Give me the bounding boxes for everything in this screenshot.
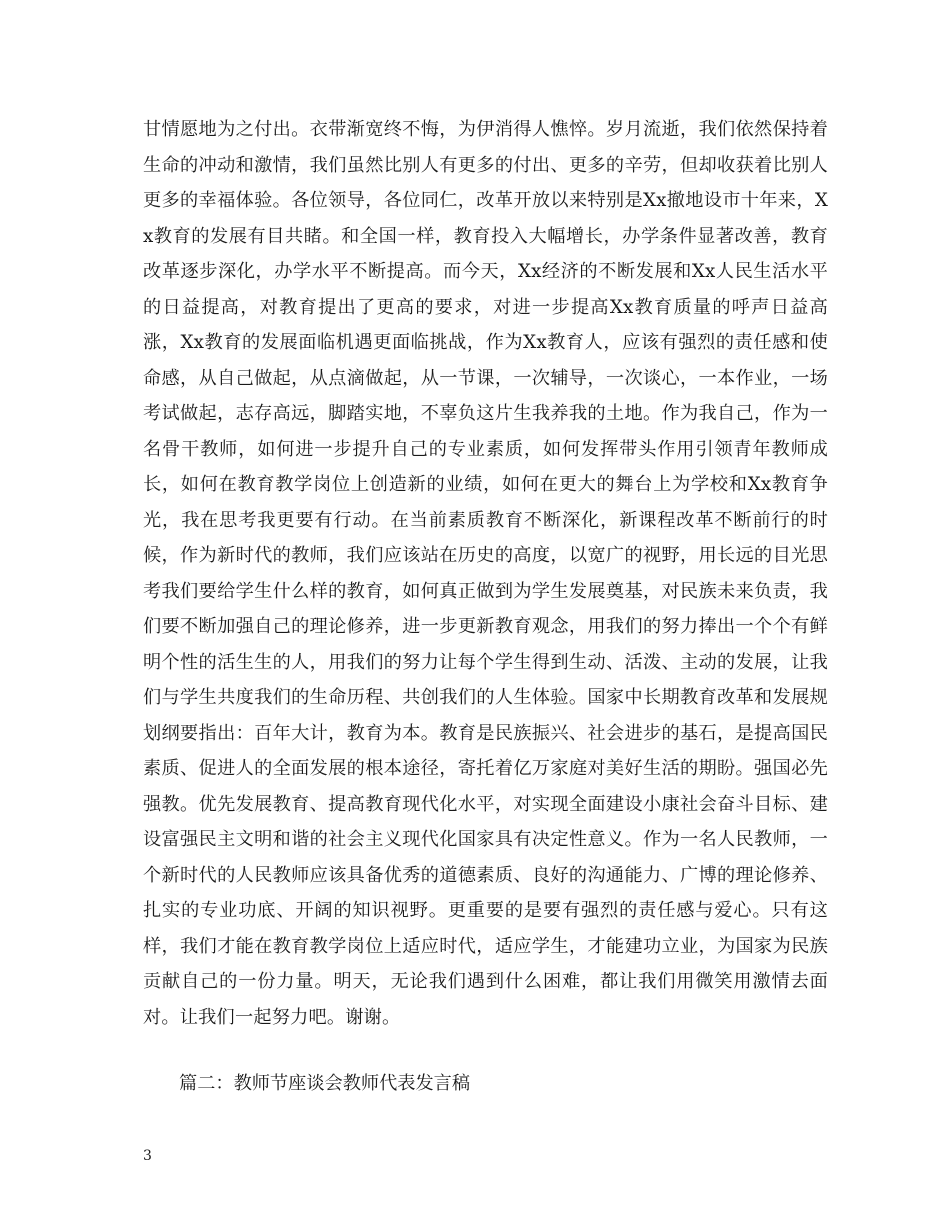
section-heading: 篇二：教师节座谈会教师代表发言稿: [179, 1073, 471, 1094]
body-paragraph: 甘情愿地为之付出。衣带渐宽终不悔，为伊消得人憔悴。岁月流逝，我们依然保持着生命的冲动和激情，我们虽然比别人有更多的付出、更多的辛劳，但却收获着比别人更多的幸福体验。各位领导，各位同仁，改革开放以来特别是Xx撤地设市十年来，Xx教育的发展有目共睹。和全国一样，教育投入大幅增长，办学条件显著改善，教育改革逐步深化，办学水平不断提高。而今天，Xx经济的不断发展和Xx人民生活水平的日益提高，对教育提出了更高的要求，对进一步提高Xx教育质量的呼声日益高涨，Xx教育的发展面临机遇更面临挑战，作为Xx教育人，应该有强烈的责任感和使命感，从自己做起，从点滴做起，从一节课，一次辅导，一次谈心，一本作业，一场考试做起，志存高远，脚踏实地，不辜负这片生我养我的土地。作为我自己，作为一名骨干教师，如何进一步提升自己的专业素质，如何发挥带头作用引领青年教师成长，如何在教育教学岗位上创造新的业绩，如何在更大的舞台上为学校和Xx教育争光，我在思考我更要有行动。在当前素质教育不断深化，新课程改革不断前行的时候，作为新时代的教师，我们应该站在历史的高度，以宽广的视野，用长远的目光思考我们要给学生什么样的教育，如何真正做到为学生发展奠基，对民族未来负责，我们要不断加强自己的理论修养，进一步更新教育观念，用我们的努力捧出一个个有鲜明个性的活生生的人，用我们的努力让每个学生得到生动、活泼、主动的发展，让我们与学生共度我们的生命历程、共创我们的人生体验。国家中长期教育改革和发展规划纲要指出：百年大计，教育为本。教育是民族振兴、社会进步的基石，是提高国民素质、促进人的全面发展的根本途径，寄托着亿万家庭对美好生活的期盼。强国必先强教。优先发展教育、提高教育现代化水平，对实现全面建设小康社会奋斗目标、建设富强民主文明和谐的社会主义现代化国家具有决定性意义。作为一名人民教师，一个新时代的人民教师应该具备优秀的道德素质、良好的沟通能力、广博的理论修养、扎实的专业功底、开阔的知识视野。更重要的是要有强烈的责任感与爱心。只有这样，我们才能在教育教学岗位上适应时代，适应学生，才能建功立业，为国家为民族贡献自己的一份力量。明天，无论我们遇到什么困难，都让我们用微笑用激情去面对。让我们一起努力吧。谢谢。: [143, 119, 828, 1028]
page-number: 3: [143, 1148, 152, 1164]
